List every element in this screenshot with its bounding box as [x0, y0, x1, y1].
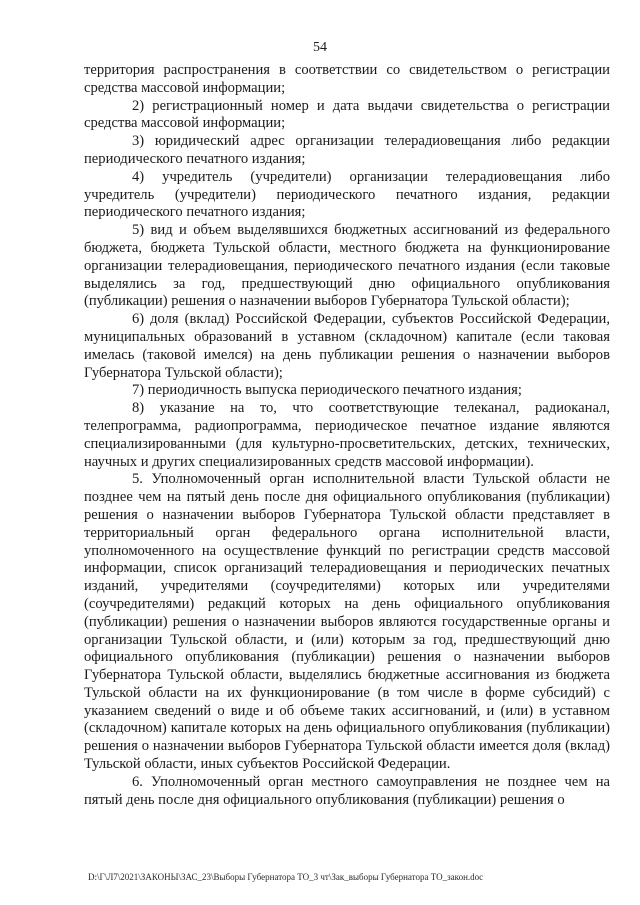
paragraph-item-3: 3) юридический адрес организации телерадиовещания либо редакции периодического печатного издания; — [84, 133, 610, 167]
paragraph-item-5: 5) вид и объем выделявшихся бюджетных ассигнований из федерального бюджета, бюджета Тульской области, местного бюджета на функционирование организации телерадиовещания, периодического печатного издания (если таковые выделялись за год, предшествующий дню официального опубликования (публикации) решения о назначении выборов Губернатора Тульской области); — [84, 222, 610, 310]
paragraph-item-2: 2) регистрационный номер и дата выдачи свидетельства о регистрации средства массовой информации; — [84, 97, 610, 132]
page-number: 54 — [313, 40, 327, 55]
paragraph-continuation: территория распространения в соответствии со свидетельством о регистрации средства массовой информации; — [84, 62, 610, 96]
paragraph-item-7: 7) периодичность выпуска периодического печатного издания; — [132, 382, 522, 399]
paragraph-section-5: 5. Уполномоченный орган исполнительной власти Тульской области не позднее чем на пятый день после дня официального опубликования (публикации) решения о назначении выборов Губернатора Тульской области представляет в территориальный орган федерального органа исполнительной власти, уполномоченного на осуществление функций по регистрации средств массовой информации, список организаций телерадиовещания и периодических печатных изданий, учредителями (соучредителями) которых или учредителями (соучредителями) редакций которых на день официального опубликования (публикации) решения о назначении выборов являются государственные органы и организации Тульской области, и (или) которым за год, предшествующий дню официального опубликования (публикации) решения о назначении выборов Губернатора Тульской области, выделялись бюджетные ассигнования из бюджета Тульской области на их функционирование (в том числе в форме субсидий) с указанием сведений о виде и об объеме таких ассигнований, и (или) в уставном (складочном) капитале которых на день официального опубликования (публикации) решения о назначении выборов Губернатора Тульской области имеется доля (вклад) Тульской области, иных субъектов Российской Федерации. — [84, 471, 610, 773]
footer-file-path: D:\Г\Л7\2021\ЗАКОНЫ\ЗАС_23\Выборы Губернатора ТО_3 чт\Зак_выборы Губернатора ТО_закон.doc — [88, 872, 484, 882]
paragraph-section-6: 6. Уполномоченный орган местного самоуправления не позднее чем на пятый день после дня официального опубликования (публикации) решения о — [84, 773, 610, 808]
paragraph-item-8: 8) указание на то, что соответствующие телеканал, радиоканал, телепрограмма, радиопрограмма, периодическое печатное издание являются специализированными (для культурно-просветительских, детских, технических, научных и других специализированных средств массовой информации). — [84, 400, 610, 470]
document-body — [84, 62, 610, 809]
paragraph-item-6: 6) доля (вклад) Российской Федерации, субъектов Российской Федерации, муниципальных образований в уставном (складочном) капитале (если таковая имелась (таковой имелся) на день публикации решения о назначении выборов Губернатора Тульской области); — [84, 311, 610, 381]
paragraph-item-4: 4) учредитель (учредители) организации телерадиовещания либо учредитель (учредители) периодического печатного издания, редакции периодического печатного издания; — [84, 168, 610, 221]
